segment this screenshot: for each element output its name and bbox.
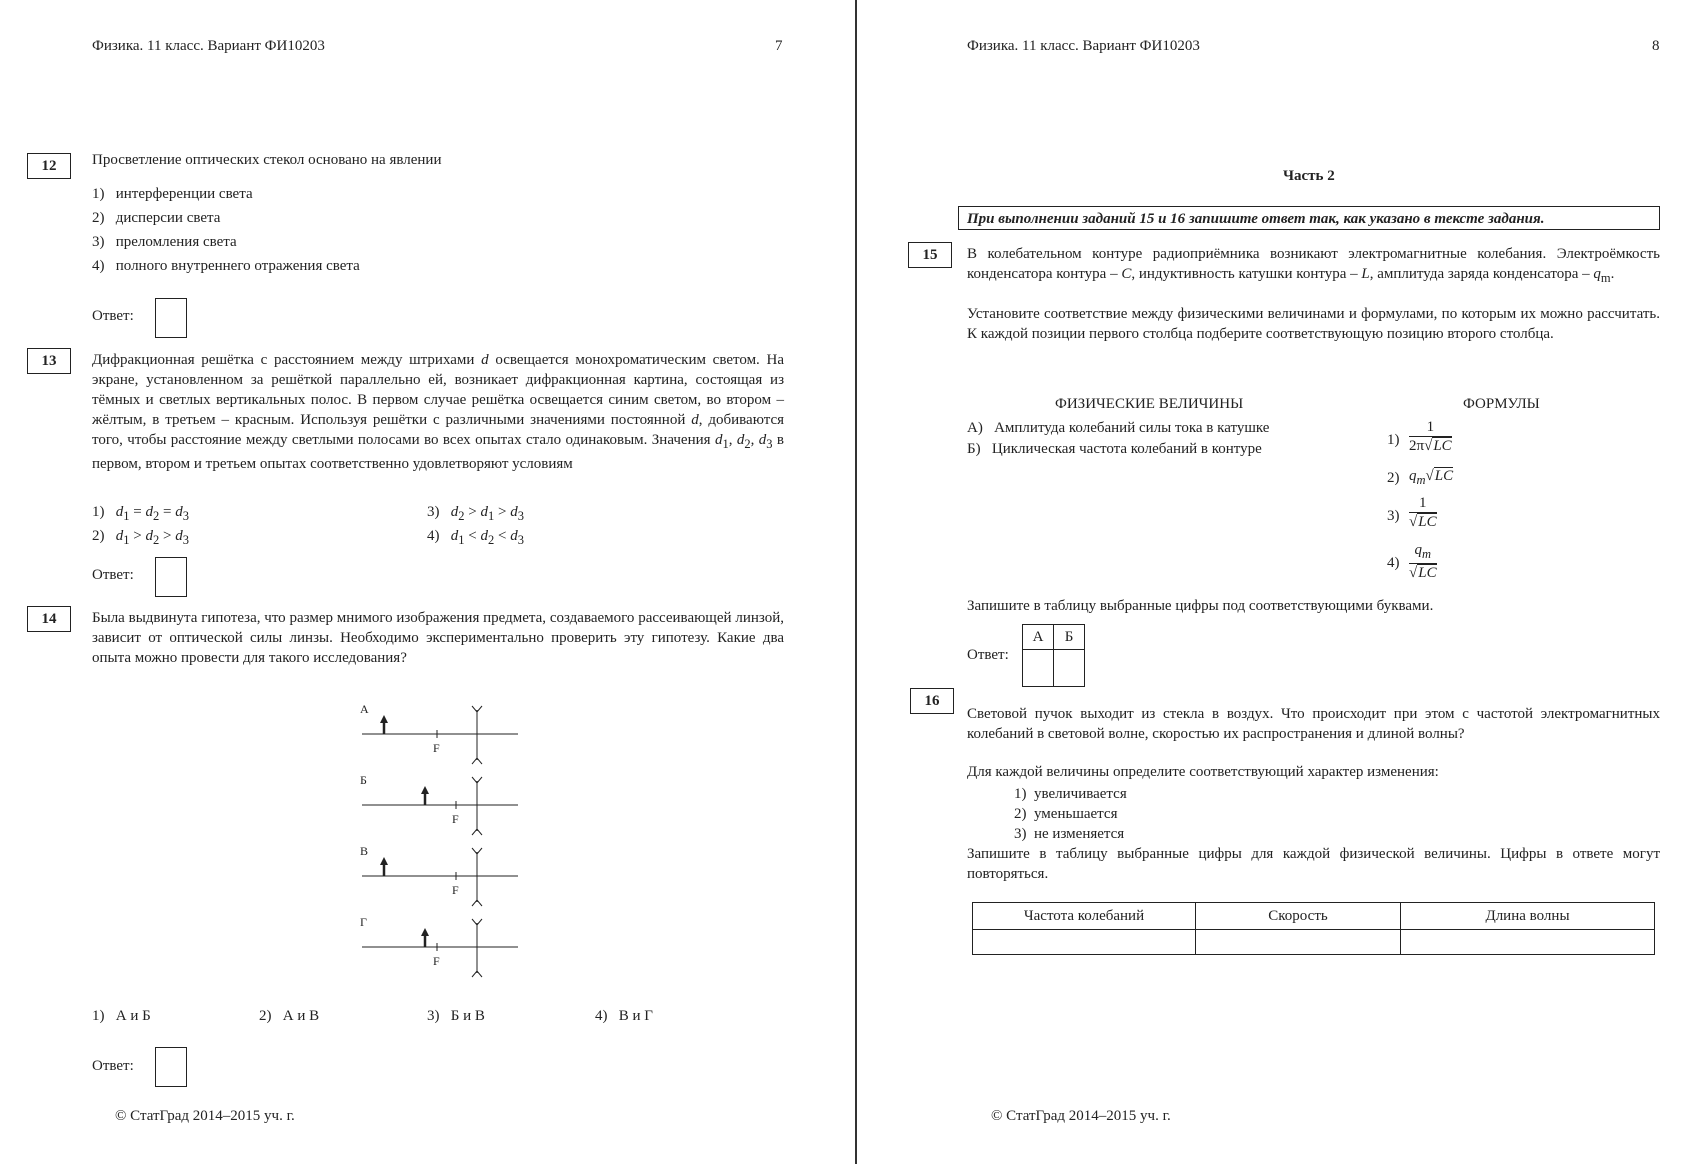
q14-option-3[interactable]: 3) Б и В [427, 1008, 485, 1024]
q15-answer-table [1022, 624, 1085, 687]
answer-label: Ответ: [92, 308, 134, 324]
formula-num-4: 4) [1387, 555, 1400, 571]
answer-cell-frequency[interactable] [973, 930, 1196, 955]
table-header-speed: Скорость [1196, 903, 1401, 930]
q14-option-1[interactable]: 1) А и Б [92, 1008, 151, 1024]
q14-option-2[interactable]: 2) А и В [259, 1008, 320, 1024]
q16-option-1: 1) увеличивается [1014, 786, 1127, 802]
diagram-label-v: В [360, 844, 369, 858]
page-number: 8 [1652, 38, 1660, 54]
svg-text:F: F [452, 883, 459, 897]
diagram-v [360, 844, 518, 906]
q12-answer-box[interactable] [155, 298, 187, 338]
page-number: 7 [775, 38, 783, 54]
q13-answer-box[interactable] [155, 557, 187, 597]
q12-option-3[interactable]: 3) преломления света [92, 234, 237, 250]
column-title-formulas: ФОРМУЛЫ [1463, 396, 1540, 412]
formula-num-3: 3) [1387, 508, 1400, 524]
diagram-label-b: Б [360, 773, 367, 787]
answer-cell-wavelength[interactable] [1401, 930, 1655, 955]
answer-label: Ответ: [92, 567, 134, 583]
formula-num-1: 1) [1387, 432, 1400, 448]
formula-2: $q_m√LC$ [1409, 468, 1454, 487]
q13-option-3[interactable]: 3) $d_2 > d_1 > d_3$ [427, 504, 524, 523]
q12-option-4[interactable]: 4) полного внутреннего отражения света [92, 258, 360, 274]
column-title-quantities: ФИЗИЧЕСКИЕ ВЕЛИЧИНЫ [1055, 396, 1244, 412]
diagram-label-a: А [360, 702, 369, 716]
question-16-instruction: Для каждой величины определите соответствующий характер изменения: [967, 764, 1439, 780]
diagram-g [360, 915, 518, 977]
q14-answer-box[interactable] [155, 1047, 187, 1087]
question-12-text: Просветление оптических стекол основано на явлении [92, 152, 442, 168]
q16-option-2: 2) уменьшается [1014, 806, 1118, 822]
question-16-text: Световой пучок выходит из стекла в воздух. Что происходит при этом с частотой электромагнитных колебаний в световой волне, скоростью их распространения и длиной волны? [967, 706, 1660, 742]
formula-3: $\frac{1}{√LC}$ [1409, 495, 1437, 530]
table-header-wavelength: Длина волны [1401, 903, 1655, 930]
svg-text:F: F [433, 954, 440, 968]
quantity-b: Б) Циклическая частота колебаний в контуре [967, 441, 1262, 457]
table-header-frequency: Частота колебаний [973, 903, 1196, 930]
page-footer: © СтатГрад 2014–2015 уч. г. [991, 1108, 1171, 1124]
question-13-text: Дифракционная решётка с расстоянием между штрихами d освещается монохроматическим светом. На экране, установленном за решёткой параллельно ей, возникает дифракционная картина, состоящая из тёмных и светлых вертикальных полос. В первом случае решётка освещается синим светом, во втором – жёлтым, в третьем – красным. Используя решётки с различными значениями постоянной d, добиваются того, чтобы расстояние между светлыми полосами во всех опытах стало одинаковым. Значения $d_1$, $d_2$, $d_3$ в первом, втором и третьем опытах соответственно удовлетворяют условиям [92, 352, 785, 472]
page-header: Физика. 11 класс. Вариант ФИ10203 [92, 38, 325, 54]
table-header-b: Б [1054, 625, 1085, 650]
question-number-12: 12 [27, 153, 71, 179]
q12-option-1[interactable]: 1) интерференции света [92, 186, 253, 202]
q12-option-2[interactable]: 2) дисперсии света [92, 210, 221, 226]
diagram-label-g: Г [360, 915, 367, 929]
question-number-15: 15 [908, 242, 952, 268]
q16-option-3: 3) не изменяется [1014, 826, 1125, 842]
q13-option-2[interactable]: 2) $d_1 > d_2 > d_3$ [92, 528, 189, 547]
diagram-a [360, 702, 518, 764]
question-14-text: Была выдвинута гипотеза, что размер мнимого изображения предмета, создаваемого рассеивающей линзой, зависит от оптической силы линзы. Необходимо экспериментально проверить эту гипотезу. Какие два опыта можно провести для такого исследования? [92, 610, 784, 666]
focus-label: F [433, 741, 440, 755]
question-number-13: 13 [27, 348, 71, 374]
diagram-b [360, 773, 518, 835]
q14-option-4[interactable]: 4) В и Г [595, 1008, 653, 1024]
answer-label: Ответ: [967, 647, 1009, 663]
question-number-14: 14 [27, 606, 71, 632]
formula-4: $\frac{q_m}{√LC}$ [1409, 542, 1437, 581]
answer-cell-b[interactable] [1054, 650, 1085, 687]
svg-text:F: F [452, 812, 459, 826]
page-header: Физика. 11 класс. Вариант ФИ10203 [967, 38, 1200, 54]
question-16-note: Запишите в таблицу выбранные цифры для каждой физической величины. Цифры в ответе могут повторяться. [967, 846, 1660, 882]
question-15-text: В колебательном контуре радиоприёмника возникают электромагнитные колебания. Электроёмкость конденсатора контура – C, индуктивность катушки контура – L, амплитуда заряда конденсатора – $q_m$. [967, 246, 1660, 285]
table-header-a: А [1023, 625, 1054, 650]
formula-num-2: 2) [1387, 470, 1400, 486]
formula-1: $\frac{1}{2\pi√LC}$ [1409, 419, 1452, 454]
right-page [857, 0, 1708, 1164]
quantity-a: А) Амплитуда колебаний силы тока в катушке [967, 420, 1270, 436]
question-number-16: 16 [910, 688, 954, 714]
instruction-box: При выполнении заданий 15 и 16 запишите ответ так, как указано в тексте задания. [958, 206, 1660, 230]
table-instruction: Запишите в таблицу выбранные цифры под соответствующими буквами. [967, 598, 1434, 614]
answer-cell-speed[interactable] [1196, 930, 1401, 955]
page-footer: © СтатГрад 2014–2015 уч. г. [115, 1108, 295, 1124]
q16-answer-table [972, 902, 1655, 955]
answer-label: Ответ: [92, 1058, 134, 1074]
q13-option-4[interactable]: 4) $d_1 < d_2 < d_3$ [427, 528, 524, 547]
answer-cell-a[interactable] [1023, 650, 1054, 687]
question-15-instruction: Установите соответствие между физическими величинами и формулами, по которым их можно рассчитать. К каждой позиции первого столбца подберите соответствующую позицию второго столбца. [967, 306, 1660, 342]
q13-option-1[interactable]: 1) $d_1 = d_2 = d_3$ [92, 504, 189, 523]
part-title: Часть 2 [1283, 168, 1335, 184]
lens-experiment-diagram [350, 700, 530, 980]
